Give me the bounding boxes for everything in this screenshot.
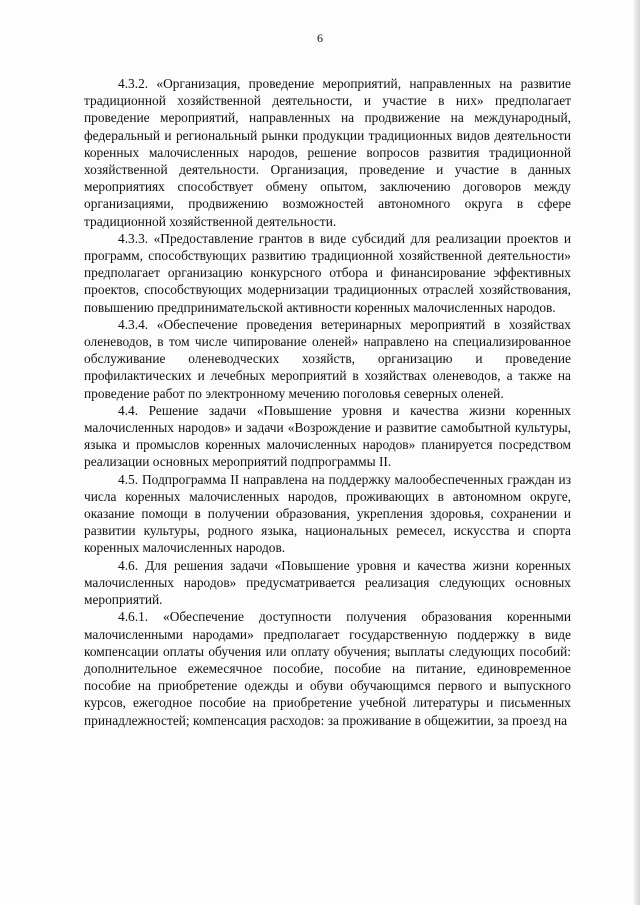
page-number: 6 (317, 31, 323, 45)
paragraph-4-3-2: 4.3.2. «Организация, проведение мероприятий, направленных на развитие традиционной хозяйственной деятельности, и участие в них» предполагает проведение мероприятий, направленных на продвижение на международный, федеральный и региональный рынки продукции традиционных видов деятельности коренных малочисленных народов, решение вопросов развития традиционной хозяйственной деятельности. Организация, проведение и участие в данных мероприятиях способствует обмену опытом, заключению договоров между организациями, продвижению возможностей автономного округа в сфере традиционной хозяйственной деятельности. (84, 76, 571, 229)
page-edge-shadow (634, 0, 640, 905)
paragraph-4-6-1: 4.6.1. «Обеспечение доступности получения образования коренными малочисленными народами» предполагает государственную поддержку в виде компенсации оплаты обучения или оплату обучения; выплаты следующих пособий: дополнительное ежемесячное пособие, пособие на питание, единовременное пособие на приобретение одежды и обуви обучающимся первого и выпускного курсов, ежегодное пособие на приобретение учебной литературы и письменных принадлежностей; компенсация расходов: за проживание в общежитии, за проезд на (84, 609, 571, 728)
paragraph-4-3-4: 4.3.4. «Обеспечение проведения ветеринарных мероприятий в хозяйствах оленеводов, в том числе чипирование оленей» направлено на специализированное обслуживание оленеводческих хозяйств, организацию и проведение профилактических и лечебных мероприятий в хозяйствах оленеводов, а также на проведение работ по электронному мечению поголовья северных оленей. (84, 316, 571, 401)
paragraph-4-3-3: 4.3.3. «Предоставление грантов в виде субсидий для реализации проектов и программ, способствующих развитию традиционной хозяйственной деятельности» предполагает организацию конкурсного отбора и финансирование эффективных проектов, способствующих модернизации традиционных отраслей хозяйствования, повышению предпринимательской активности коренных малочисленных народов. (84, 230, 571, 315)
paragraph-4-6: 4.6. Для решения задачи «Повышение уровня и качества жизни коренных малочисленных народов» предусматривается реализация следующих основных мероприятий. (84, 557, 571, 608)
paragraph-4-5: 4.5. Подпрограмма II направлена на поддержку малообеспеченных граждан из числа коренных малочисленных народов, проживающих в автономном округе, оказание помощи в получении образования, укрепления здоровья, сохранении и развитии культуры, родного языка, национальных ремесел, искусства и спорта коренных малочисленных народов. (84, 471, 571, 556)
paragraph-4-4: 4.4. Решение задачи «Повышение уровня и качества жизни коренных малочисленных народов» и задачи «Возрождение и развитие самобытной культуры, языка и промыслов коренных малочисленных народов» планируется посредством реализации основных мероприятий подпрограммы II. (84, 402, 571, 470)
document-body (84, 75, 571, 729)
